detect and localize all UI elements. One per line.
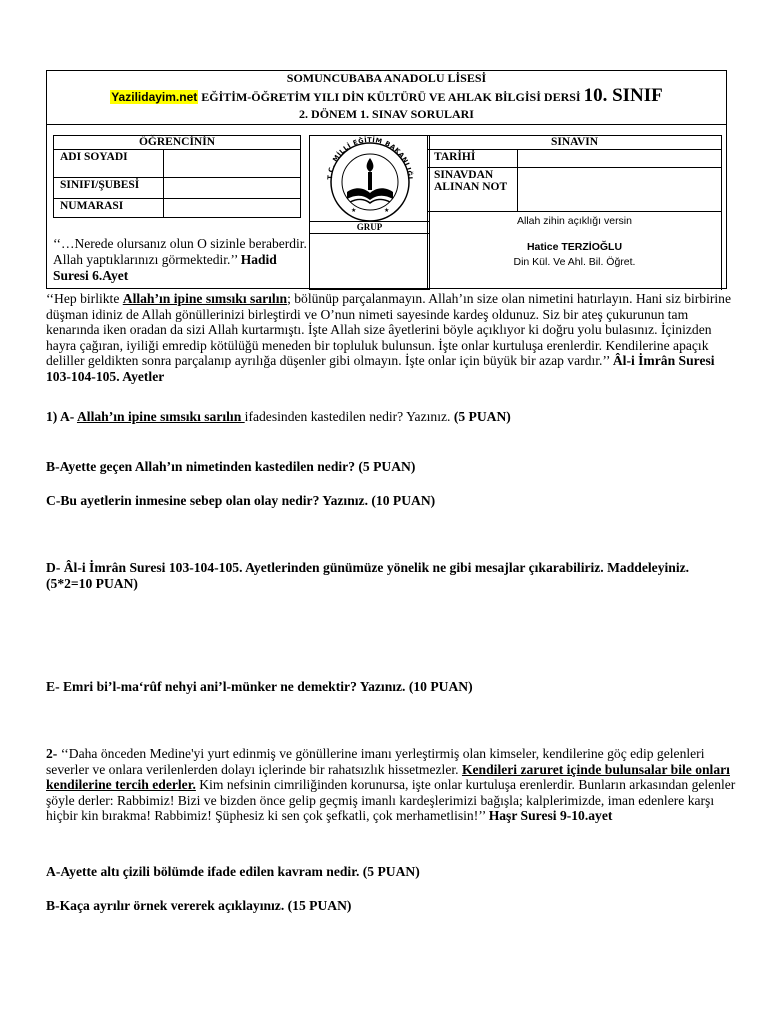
meb-emblem-icon [310, 136, 431, 221]
hadid-quote-source: Hadid Suresi 6.Ayet [53, 252, 277, 283]
q1a-points: (5 PUAN) [453, 409, 511, 424]
question-1a [46, 409, 736, 425]
passage2-open: ‘‘Daha önceden Medine'yi yurt edinmiş ve gönüllerine imanı yerleştirmiş olan kimseler, kendilerine göç edip gelenleri severler ve onlara verilenlerden dolayı içlerinde bir rahatsızlık hissetmezler. [46, 746, 705, 777]
student-info-table [53, 135, 301, 218]
student-table-title: ÖĞRENCİNİN [54, 136, 301, 150]
svg-text:★: ★ [384, 207, 390, 214]
field-name[interactable] [164, 150, 301, 178]
svg-text:★: ★ [351, 207, 357, 214]
hadid-quote-text: ‘‘…Nerede olursanız olun O sizinle beraberdir. Allah yaptıklarınızı görmektedir.’’ [53, 236, 307, 267]
logo-ring-text: T.C. MİLLİ EĞİTİM BAKANLIĞI [325, 136, 415, 180]
course-line [47, 85, 726, 107]
term-title: 2. DÖNEM 1. SINAV SORULARI [299, 107, 474, 121]
passage2-source: Haşr Suresi 9-10.ayet [488, 808, 613, 823]
passage-hashr [46, 746, 736, 824]
field-number[interactable] [164, 199, 301, 218]
label-date: TARİHİ [428, 150, 518, 168]
question-1e: E- Emri bi’l-ma‘rûf nehyi ani’l-münker ne demektir? Yazınız. (10 PUAN) [46, 679, 473, 694]
label-grade: SINAVDAN ALINAN NOT [428, 168, 518, 212]
question-1d: D- Âl-i İmrân Suresi 103-104-105. Ayetlerinden günümüze yönelik ne gibi mesajlar çıkarabiliriz. Maddeleyiniz. (5*2=10 PUAN) [46, 560, 690, 591]
label-name: ADI SOYADI [54, 150, 164, 178]
teacher-name: Hatice TERZİOĞLU [526, 241, 623, 253]
passage1-source: Âl-i İmrân Suresi 103-104-105. Ayetler [46, 353, 715, 384]
school-name: SOMUNCUBABA ANADOLU LİSESİ [286, 71, 487, 85]
question-1b: B-Ayette geçen Allah’ın nimetinden kastedilen nedir? (5 PUAN) [46, 459, 416, 474]
q1a-prefix: 1) A- [46, 409, 77, 424]
field-date[interactable] [518, 150, 722, 168]
exam-info-table [427, 135, 722, 212]
passage1-text: ; bölünüp parçalanmayın. Allah’ın size olan nimetini hatırlayın. Hani siz birbirine düşman idiniz de Allah gönüllerinizi birleştirdi ve O’nun nimeti sayesinde kardeş oldunuz. Siz bir ateş çukurunun tam kenarında iken oradan da sizi Allah kurtarmıştı. İşte Allah size âyetlerini böyle açıklıyor ki doğru yolu bulasınız. İçinizden hayra çağıran, iyiliği emredip kötülüğü meneden bir topluluk bulunsun. İşte onlar kurtuluşa erenlerdir. Kendilerine apaçık deliller geldikten sonra parçalanıp ayrılığa düşenler gibi olmayın. İşte onlar için büyük bir azap vardır.’’ [46, 291, 732, 368]
hadid-quote [53, 236, 307, 284]
logo-column [309, 135, 430, 290]
field-class[interactable] [164, 178, 301, 199]
teacher-wish: Allah zihin açıklığı versin [517, 215, 632, 227]
label-number: NUMARASI [54, 199, 164, 218]
grade-label: 10. SINIF [583, 85, 663, 106]
passage1-underlined: Allah’ın ipine sımsıkı sarılın [122, 291, 288, 306]
passage1-open: ‘‘Hep birlikte [46, 291, 123, 306]
label-class: SINIFI/ŞUBESİ [54, 178, 164, 199]
course-title: EĞİTİM-ÖĞRETİM YILI DİN KÜLTÜRÜ VE AHLAK BİLGİSİ DERSİ [198, 90, 584, 104]
exam-table-title: SINAVIN [428, 136, 722, 150]
group-label: GRUP [310, 221, 429, 234]
question-2a: A-Ayette altı çizili bölümde ifade edilen kavram nedir. (5 PUAN) [46, 864, 420, 879]
passage2-underlined: Kendileri zaruret içinde bulunsalar bile onları kendilerine tercih ederler. [46, 761, 730, 792]
brand-highlight: Yazilidayim.net [111, 90, 198, 104]
teacher-title: Din Kül. Ve Ahl. Bil. Öğret. [513, 256, 636, 268]
meb-logo [310, 136, 429, 221]
question-2b: B-Kaça ayrılır örnek vererek açıklayınız. (15 PUAN) [46, 898, 352, 913]
question-1c: C-Bu ayetlerin inmesine sebep olan olay nedir? Yazınız. (10 PUAN) [46, 493, 436, 508]
q1a-underlined: Allah’ın ipine sımsıkı sarılın [76, 409, 245, 424]
passage-al-imran [46, 291, 736, 384]
question-2-number: 2- [46, 746, 61, 761]
header-divider [47, 124, 726, 125]
passage2-text: Kim nefsinin cimriliğinden korunursa, işte onlar kurtuluşa erenlerdir. Bunların arkasından gelenler şöyle derler: Rabbimiz! Bizi ve bizden önce gelip geçmiş imanlı kardeşlerimizi bağışla; kalplerimizde, iman edenlere karşı hiçbir kin bırakma! Rabbimiz! Şüphesiz ki sen çok şefkatli, çok merhametlisin!’’ [46, 777, 736, 823]
field-grade[interactable] [518, 168, 722, 212]
teacher-info [427, 212, 722, 290]
q1a-text: ifadesinden kastedilen nedir? Yazınız. [244, 409, 454, 424]
exam-header [46, 70, 727, 289]
